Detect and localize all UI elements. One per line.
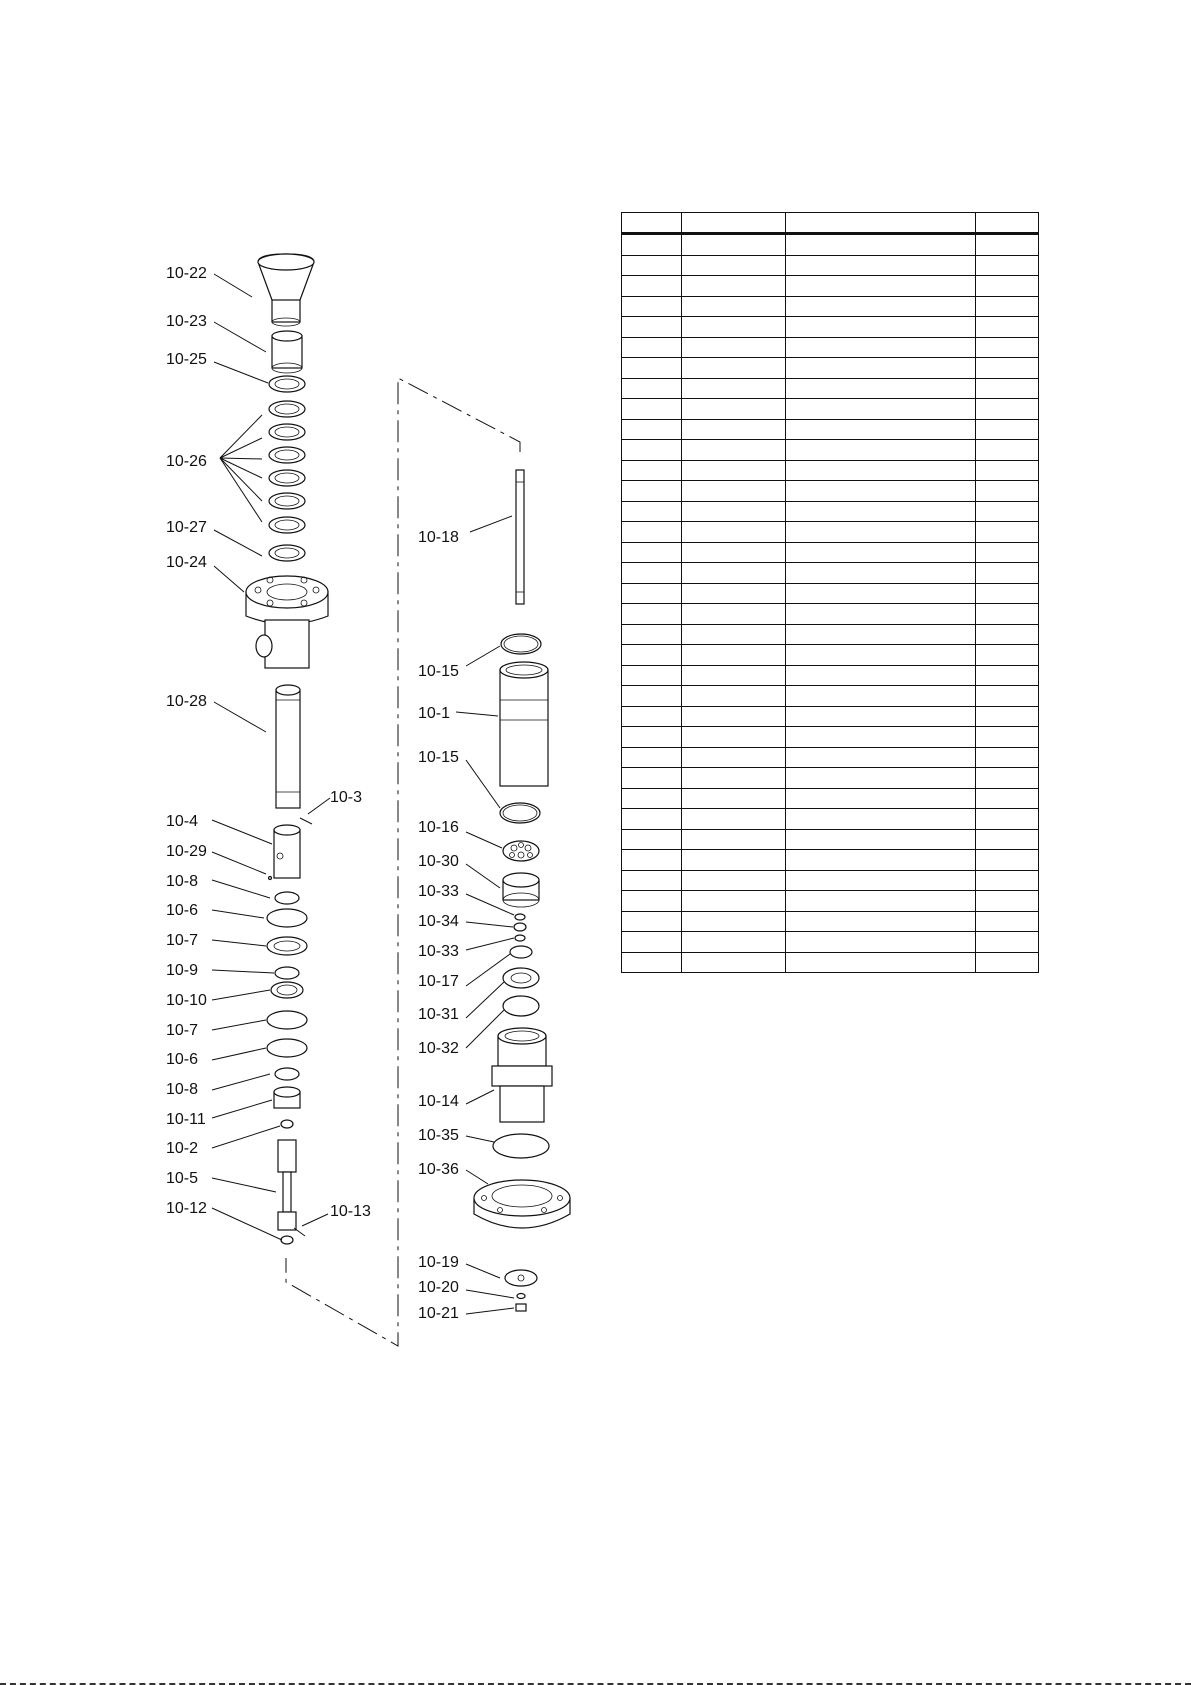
part-10-19-cap — [505, 1270, 537, 1286]
table-row — [622, 255, 1039, 276]
callout-10-21: 10-21 — [418, 1305, 459, 1322]
table-cell-qty — [976, 727, 1039, 748]
header-cell-description — [786, 213, 976, 234]
table-cell-description — [786, 870, 976, 891]
table-cell-no — [622, 563, 682, 584]
table-row — [622, 583, 1039, 604]
table-body — [622, 234, 1039, 973]
table-cell-qty — [976, 234, 1039, 256]
table-cell-qty — [976, 645, 1039, 666]
part-10-24-housing — [246, 576, 328, 668]
table-row — [622, 870, 1039, 891]
callout-10-24: 10-24 — [166, 554, 207, 571]
table-cell-qty — [976, 870, 1039, 891]
callout-10-6: 10-6 — [166, 1051, 199, 1068]
part-10-30-bushing — [503, 873, 539, 907]
callout-10-14: 10-14 — [418, 1093, 459, 1110]
table-row — [622, 809, 1039, 830]
part-10-5-shaft — [278, 1140, 296, 1230]
callout-10-20: 10-20 — [418, 1279, 459, 1296]
table-cell-no — [622, 460, 682, 481]
callout-10-4: 10-4 — [166, 813, 199, 830]
table-cell-description — [786, 440, 976, 461]
table-cell-description — [786, 542, 976, 563]
table-cell-description — [786, 378, 976, 399]
table-row — [622, 399, 1039, 420]
leader-lines — [212, 274, 514, 1314]
table-row — [622, 276, 1039, 297]
table-cell-qty — [976, 809, 1039, 830]
table-cell-part-number — [682, 337, 786, 358]
table-cell-no — [622, 768, 682, 789]
table-cell-no — [622, 604, 682, 625]
table-cell-no — [622, 809, 682, 830]
table-cell-description — [786, 460, 976, 481]
header-cell-no — [622, 213, 682, 234]
table-cell-part-number — [682, 440, 786, 461]
callout-10-23: 10-23 — [166, 313, 207, 330]
table-cell-description — [786, 809, 976, 830]
table-cell-part-number — [682, 891, 786, 912]
table-cell-no — [622, 686, 682, 707]
table-cell-part-number — [682, 706, 786, 727]
table-cell-qty — [976, 686, 1039, 707]
table-cell-qty — [976, 358, 1039, 379]
table-cell-qty — [976, 952, 1039, 973]
table-row — [622, 604, 1039, 625]
part-10-1-cylinder — [500, 662, 548, 786]
table-cell-part-number — [682, 378, 786, 399]
callout-10-35: 10-35 — [418, 1127, 459, 1144]
table-cell-qty — [976, 747, 1039, 768]
table-row — [622, 440, 1039, 461]
part-10-14-cylinder-base — [492, 1028, 552, 1122]
table-cell-qty — [976, 440, 1039, 461]
table-cell-description — [786, 932, 976, 953]
table-cell-part-number — [682, 768, 786, 789]
table-cell-qty — [976, 317, 1039, 338]
table-row — [622, 686, 1039, 707]
callouts-right — [418, 529, 459, 1322]
table-cell-description — [786, 234, 976, 256]
table-cell-qty — [976, 583, 1039, 604]
header-cell-qty — [976, 213, 1039, 234]
table-cell-no — [622, 747, 682, 768]
part-10-32-oring — [503, 996, 539, 1016]
table-cell-qty — [976, 460, 1039, 481]
table-cell-no — [622, 542, 682, 563]
table-cell-part-number — [682, 829, 786, 850]
table-cell-description — [786, 481, 976, 502]
table-cell-part-number — [682, 481, 786, 502]
callout-10-16: 10-16 — [418, 819, 459, 836]
table-cell-description — [786, 706, 976, 727]
part-bearing-stack — [267, 892, 307, 1128]
part-10-25-ring — [269, 376, 305, 392]
table-cell-description — [786, 911, 976, 932]
callout-10-31: 10-31 — [418, 1006, 459, 1023]
table-cell-description — [786, 358, 976, 379]
table-cell-part-number — [682, 276, 786, 297]
table-cell-no — [622, 481, 682, 502]
part-10-22-hopper — [258, 254, 314, 326]
callout-10-1: 10-1 — [418, 705, 451, 722]
table-cell-part-number — [682, 358, 786, 379]
table-cell-qty — [976, 665, 1039, 686]
table-cell-part-number — [682, 645, 786, 666]
table-cell-qty — [976, 768, 1039, 789]
table-cell-part-number — [682, 911, 786, 932]
table-cell-part-number — [682, 870, 786, 891]
table-cell-description — [786, 624, 976, 645]
table-cell-part-number — [682, 850, 786, 871]
table-row — [622, 481, 1039, 502]
table-row — [622, 563, 1039, 584]
callout-10-5: 10-5 — [166, 1170, 199, 1187]
table-cell-part-number — [682, 563, 786, 584]
callout-10-15: 10-15 — [418, 749, 459, 766]
table-cell-no — [622, 932, 682, 953]
table-cell-description — [786, 727, 976, 748]
table-cell-part-number — [682, 234, 786, 256]
table-cell-description — [786, 419, 976, 440]
table-cell-no — [622, 727, 682, 748]
table-cell-qty — [976, 481, 1039, 502]
table-cell-part-number — [682, 255, 786, 276]
table-cell-no — [622, 378, 682, 399]
part-seal-stack — [510, 914, 532, 958]
table-cell-description — [786, 891, 976, 912]
table-cell-qty — [976, 911, 1039, 932]
callout-10-10: 10-10 — [166, 992, 207, 1009]
part-10-13-pin — [294, 1228, 305, 1236]
table-cell-part-number — [682, 809, 786, 830]
callout-10-6: 10-6 — [166, 902, 199, 919]
table-cell-description — [786, 747, 976, 768]
table-cell-no — [622, 911, 682, 932]
table-cell-no — [622, 337, 682, 358]
table-cell-qty — [976, 604, 1039, 625]
table-cell-no — [622, 399, 682, 420]
table-row — [622, 296, 1039, 317]
table-row — [622, 788, 1039, 809]
table-cell-qty — [976, 296, 1039, 317]
table-row — [622, 337, 1039, 358]
table-row — [622, 891, 1039, 912]
table-cell-part-number — [682, 624, 786, 645]
table-row — [622, 501, 1039, 522]
table-cell-description — [786, 850, 976, 871]
table-cell-description — [786, 501, 976, 522]
table-cell-qty — [976, 276, 1039, 297]
part-10-29-pin — [269, 877, 272, 880]
callout-10-12: 10-12 — [166, 1200, 207, 1217]
table-row — [622, 829, 1039, 850]
table-cell-part-number — [682, 419, 786, 440]
part-10-21-nut — [516, 1304, 526, 1311]
table-cell-no — [622, 665, 682, 686]
callout-10-33: 10-33 — [418, 943, 459, 960]
table-row — [622, 234, 1039, 256]
table-cell-qty — [976, 378, 1039, 399]
table-row — [622, 378, 1039, 399]
table-cell-description — [786, 337, 976, 358]
table-cell-description — [786, 645, 976, 666]
part-10-36-flange — [474, 1180, 570, 1228]
table-cell-description — [786, 522, 976, 543]
callout-10-13: 10-13 — [330, 1203, 371, 1220]
table-row — [622, 850, 1039, 871]
table-row — [622, 522, 1039, 543]
table-cell-part-number — [682, 952, 786, 973]
table-cell-qty — [976, 932, 1039, 953]
table-row — [622, 932, 1039, 953]
table-row — [622, 460, 1039, 481]
table-row — [622, 706, 1039, 727]
callout-10-30: 10-30 — [418, 853, 459, 870]
table-cell-qty — [976, 419, 1039, 440]
callout-10-26: 10-26 — [166, 453, 207, 470]
callout-10-27: 10-27 — [166, 519, 207, 536]
table-cell-qty — [976, 624, 1039, 645]
table-cell-description — [786, 665, 976, 686]
table-row — [622, 317, 1039, 338]
table-cell-no — [622, 952, 682, 973]
table-row — [622, 624, 1039, 645]
parts-list-table — [621, 212, 1039, 973]
table-cell-part-number — [682, 542, 786, 563]
table-header-row — [622, 213, 1039, 234]
table-cell-description — [786, 583, 976, 604]
table-cell-description — [786, 686, 976, 707]
callout-10-8: 10-8 — [166, 873, 199, 890]
table-cell-no — [622, 419, 682, 440]
table-cell-description — [786, 563, 976, 584]
table-row — [622, 727, 1039, 748]
part-10-18-rod — [516, 470, 524, 604]
table-cell-no — [622, 870, 682, 891]
callout-10-7: 10-7 — [166, 932, 199, 949]
part-10-28-shaft — [276, 685, 300, 808]
callout-10-32: 10-32 — [418, 1040, 459, 1057]
table-cell-part-number — [682, 604, 786, 625]
callout-10-25: 10-25 — [166, 351, 207, 368]
part-10-16-valve-plate — [503, 841, 539, 861]
callout-10-36: 10-36 — [418, 1161, 459, 1178]
table-cell-qty — [976, 501, 1039, 522]
table-cell-no — [622, 583, 682, 604]
table-cell-qty — [976, 522, 1039, 543]
table-cell-part-number — [682, 522, 786, 543]
table-cell-qty — [976, 891, 1039, 912]
part-10-4-coupling — [274, 825, 300, 878]
callout-10-9: 10-9 — [166, 962, 199, 979]
callout-10-34: 10-34 — [418, 913, 459, 930]
table-cell-part-number — [682, 686, 786, 707]
table-cell-qty — [976, 788, 1039, 809]
callout-10-2: 10-2 — [166, 1140, 199, 1157]
callout-10-15: 10-15 — [418, 663, 459, 680]
table-cell-no — [622, 788, 682, 809]
part-10-23-sleeve — [272, 331, 302, 373]
table-cell-no — [622, 296, 682, 317]
callout-10-22: 10-22 — [166, 265, 207, 282]
callout-10-33: 10-33 — [418, 883, 459, 900]
table-row — [622, 665, 1039, 686]
table-cell-no — [622, 276, 682, 297]
table-cell-no — [622, 522, 682, 543]
callout-10-29: 10-29 — [166, 843, 207, 860]
table-cell-no — [622, 706, 682, 727]
table-cell-part-number — [682, 665, 786, 686]
table-cell-no — [622, 501, 682, 522]
table-cell-part-number — [682, 296, 786, 317]
table-cell-qty — [976, 542, 1039, 563]
part-10-3-pin — [300, 818, 312, 824]
table-cell-no — [622, 255, 682, 276]
table-cell-no — [622, 645, 682, 666]
table-cell-part-number — [682, 727, 786, 748]
table-cell-part-number — [682, 583, 786, 604]
table-row — [622, 952, 1039, 973]
table-cell-qty — [976, 563, 1039, 584]
table-cell-part-number — [682, 747, 786, 768]
part-10-15-oring-top — [501, 634, 541, 654]
callout-10-3: 10-3 — [330, 789, 363, 806]
table-cell-no — [622, 891, 682, 912]
table-cell-part-number — [682, 501, 786, 522]
part-10-15-oring-bottom — [500, 803, 540, 823]
callout-10-19: 10-19 — [418, 1254, 459, 1271]
part-10-27-ring — [269, 545, 305, 561]
table-cell-description — [786, 296, 976, 317]
table-cell-part-number — [682, 460, 786, 481]
part-10-12-washer — [281, 1236, 293, 1244]
table-row — [622, 747, 1039, 768]
callout-10-8: 10-8 — [166, 1081, 199, 1098]
table-cell-qty — [976, 850, 1039, 871]
table-cell-qty — [976, 706, 1039, 727]
part-10-31-ring — [503, 968, 539, 988]
callout-10-18: 10-18 — [418, 529, 459, 546]
table-cell-part-number — [682, 399, 786, 420]
callout-10-28: 10-28 — [166, 693, 207, 710]
table-row — [622, 358, 1039, 379]
table-cell-qty — [976, 399, 1039, 420]
table-cell-qty — [976, 255, 1039, 276]
table-cell-no — [622, 850, 682, 871]
part-10-26-packing-stack — [269, 401, 305, 533]
table-cell-no — [622, 829, 682, 850]
table-cell-description — [786, 768, 976, 789]
header-cell-part-number — [682, 213, 786, 234]
part-10-35-oring — [493, 1134, 549, 1158]
table-cell-description — [786, 276, 976, 297]
table-row — [622, 645, 1039, 666]
callout-10-17: 10-17 — [418, 973, 459, 990]
table-row — [622, 911, 1039, 932]
table-cell-description — [786, 604, 976, 625]
callout-10-7: 10-7 — [166, 1022, 199, 1039]
table-cell-no — [622, 440, 682, 461]
table-cell-no — [622, 358, 682, 379]
table-row — [622, 768, 1039, 789]
table-row — [622, 542, 1039, 563]
table-cell-no — [622, 234, 682, 256]
table-cell-part-number — [682, 932, 786, 953]
table-cell-part-number — [682, 317, 786, 338]
table-cell-description — [786, 788, 976, 809]
table-cell-description — [786, 952, 976, 973]
table-cell-qty — [976, 337, 1039, 358]
table-cell-no — [622, 317, 682, 338]
table-cell-no — [622, 624, 682, 645]
table-row — [622, 419, 1039, 440]
table-cell-description — [786, 317, 976, 338]
table-cell-description — [786, 399, 976, 420]
table-cell-part-number — [682, 788, 786, 809]
table-cell-description — [786, 829, 976, 850]
part-10-20-washer — [517, 1294, 525, 1299]
callout-10-11: 10-11 — [166, 1111, 206, 1128]
table-cell-description — [786, 255, 976, 276]
table-cell-qty — [976, 829, 1039, 850]
